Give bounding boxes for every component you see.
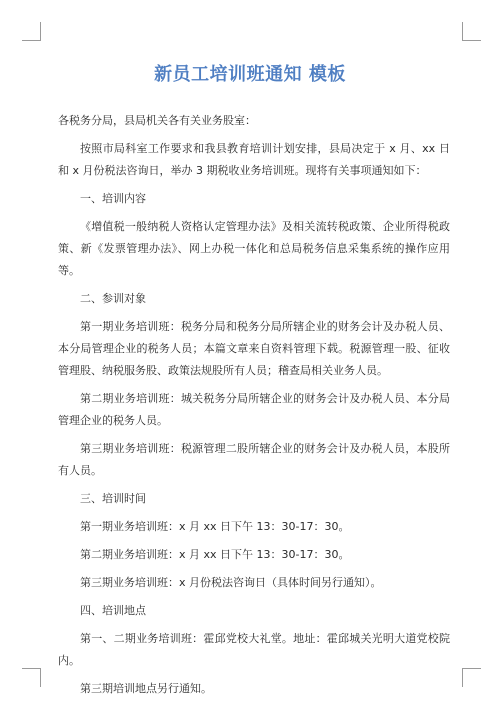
section-heading-content: 一、培训内容 xyxy=(80,192,146,205)
section-content-text: 《增值税一般纳税人资格认定管理办法》及相关流转税政策、企业所得税政策、新《发票管理办法》、网上办税一体化和总局税务信息采集系统的操作应用等。 xyxy=(58,220,450,277)
time-session-1: 第一期业务培训班：x 月 xx 日下午 13：30-17：30。 xyxy=(80,520,350,533)
crop-mark-top-left xyxy=(22,22,41,41)
participants-session-3: 第三期业务培训班：税源管理二股所辖企业的财务会计及办税人员，本股所有人员。 xyxy=(58,442,450,477)
crop-mark-bottom-left xyxy=(22,668,41,687)
participants-session-1: 第一期业务培训班：税务分局和税务分局所辖企业的财务会计及办税人员、本分局管理企业的税务人员；本篇文章来自资料管理下载。税源管理一股、征收管理股、纳税服务股、政策法规股所有人员；稽查局相关业务人员。 xyxy=(58,320,450,377)
participants-session-2: 第二期业务培训班：城关税务分局所辖企业的财务会计及办税人员、本分局管理企业的税务人员。 xyxy=(58,392,450,427)
document-body xyxy=(58,110,450,700)
intro-paragraph: 按照市局科室工作要求和我县教育培训计划安排，县局决定于 x 月、xx 日和 x 月份税法咨询日，举办 3 期税收业务培训班。现将有关事项通知如下： xyxy=(58,142,450,177)
salutation: 各税务分局，县局机关各有关业务股室： xyxy=(58,114,256,127)
crop-mark-bottom-right xyxy=(462,668,481,687)
section-heading-location: 四、培训地点 xyxy=(80,604,146,617)
time-session-2: 第二期业务培训班：x 月 xx 日下午 13：30-17：30。 xyxy=(80,548,350,561)
section-heading-time: 三、培训时间 xyxy=(80,492,146,505)
time-session-3: 第三期业务培训班：x 月份税法咨询日（具体时间另行通知）。 xyxy=(80,576,382,589)
crop-mark-top-right xyxy=(462,22,481,41)
location-session-3: 第三期培训地点另行通知。 xyxy=(80,682,212,695)
location-session-1-2: 第一、二期业务培训班：霍邱党校大礼堂。地址：霍邱城关光明大道党校院内。 xyxy=(58,632,450,667)
document-title: 新员工培训班通知 模板 xyxy=(154,64,346,85)
section-heading-participants: 二、参训对象 xyxy=(80,292,146,305)
